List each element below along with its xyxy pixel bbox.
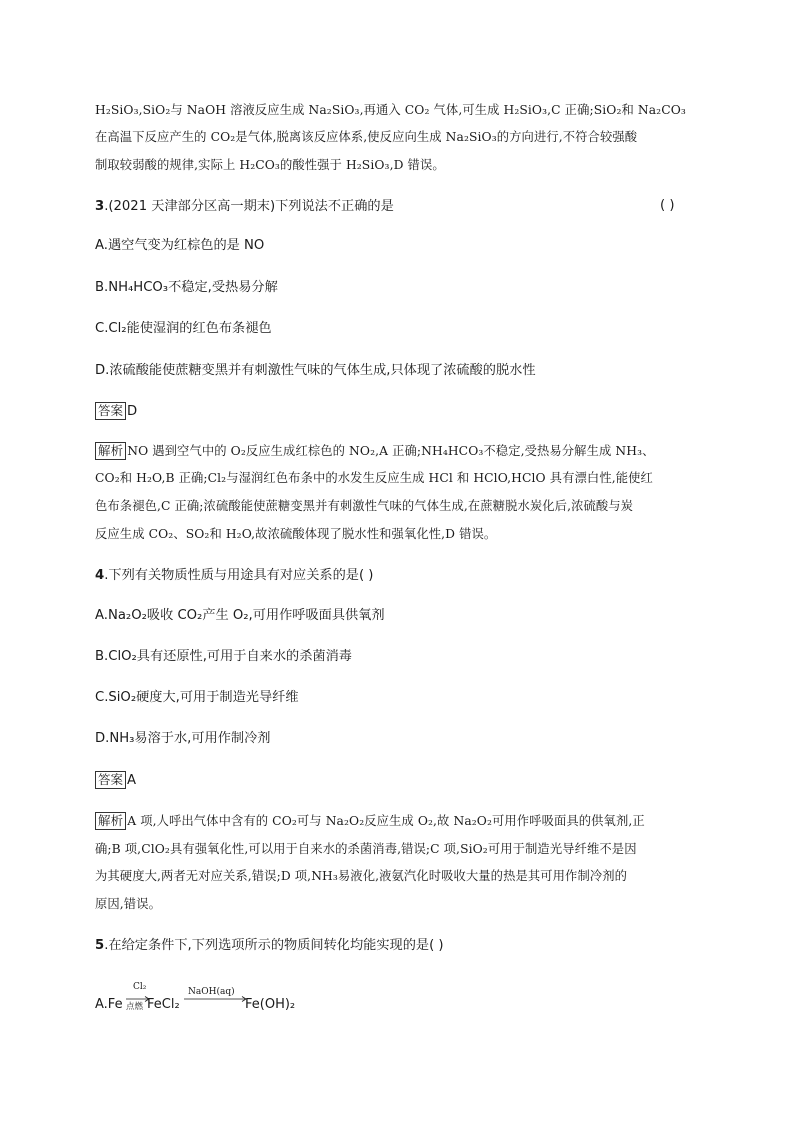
- explanation-line: 在高温下反应产生的 CO₂是气体,脱离该反应体系,使反应向生成 Na₂SiO₃的方向进行,不符合较强酸: [95, 130, 638, 144]
- option-a: A.遇空气变为红棕色的是 NO: [95, 238, 265, 253]
- arrow2-condition-top: NaOH(aq): [188, 987, 235, 997]
- answer-blank: ( ): [660, 198, 675, 213]
- analysis-line: 为其硬度大,两者无对应关系,错误;D 项,NH₃易液化,液氨汽化时吸收大量的热是其可用作制冷剂的: [95, 869, 628, 883]
- option-b: B.ClO₂具有还原性,可用于自来水的杀菌消毒: [95, 649, 352, 664]
- question-number: 4: [95, 568, 105, 583]
- option-a: A.Na₂O₂吸收 CO₂产生 O₂,可用作呼吸面具供氧剂: [95, 608, 385, 623]
- analysis-line: A 项,人呼出气体中含有的 CO₂可与 Na₂O₂反应生成 O₂,故 Na₂O₂可用作呼吸面具的供氧剂,正: [127, 814, 645, 828]
- analysis-tag: 解析: [95, 812, 126, 830]
- analysis-row: [95, 442, 655, 460]
- product-feoh2: Fe(OH)₂: [245, 997, 296, 1012]
- option-d: D.NH₃易溶于水,可用作制冷剂: [95, 731, 271, 746]
- analysis-tag: 解析: [95, 442, 126, 460]
- option-c: C.SiO₂硬度大,可用于制造光导纤维: [95, 690, 299, 705]
- option-d: D.浓硫酸能使蔗糖变黑并有刺激性气味的气体生成,只体现了浓硫酸的脱水性: [95, 363, 536, 378]
- answer-tag: 答案: [95, 402, 126, 420]
- reaction-svg: [95, 978, 315, 1018]
- explanation-line: 制取较弱酸的规律,实际上 H₂CO₃的酸性强于 H₂SiO₃,D 错误。: [95, 158, 445, 172]
- answer-value: D: [127, 404, 138, 419]
- question-4-stem: [95, 567, 373, 585]
- reactant-fe: A.Fe: [95, 997, 123, 1012]
- arrow1-condition-bottom: 点燃: [126, 1002, 144, 1012]
- answer-row: [95, 402, 137, 421]
- answer-row: [95, 771, 136, 790]
- analysis-line: CO₂和 H₂O,B 正确;Cl₂与湿润红色布条中的水发生反应生成 HCl 和 HClO,HClO 具有漂白性,能使红: [95, 471, 653, 485]
- question-text: .(2021 天津部分区高一期末)下列说法不正确的是: [104, 199, 394, 214]
- analysis-line: 确;B 项,ClO₂具有强氧化性,可以用于自来水的杀菌消毒,错误;C 项,SiO₂可用于制造光导纤维不是因: [95, 842, 637, 856]
- question-number: 3: [95, 199, 105, 214]
- answer-tag: 答案: [95, 771, 126, 789]
- intermediate-fecl2: FeCl₂: [147, 997, 180, 1012]
- question-text: .在给定条件下,下列选项所示的物质间转化均能实现的是( ): [104, 938, 444, 953]
- question-number: 5: [95, 938, 105, 953]
- arrow1-condition-top: Cl₂: [133, 982, 147, 992]
- explanation-line: H₂SiO₃,SiO₂与 NaOH 溶液反应生成 Na₂SiO₃,再通入 CO₂ 气体,可生成 H₂SiO₃,C 正确;SiO₂和 Na₂CO₃: [95, 103, 686, 117]
- question-3-stem: [95, 198, 394, 216]
- analysis-line: 色布条褪色,C 正确;浓硫酸能使蔗糖变黑并有刺激性气味的气体生成,在蔗糖脱水炭化后,浓硫酸与炭: [95, 499, 634, 513]
- question-text: .下列有关物质性质与用途具有对应关系的是( ): [104, 568, 374, 583]
- option-c: C.Cl₂能使湿润的红色布条褪色: [95, 321, 272, 336]
- analysis-line: NO 遇到空气中的 O₂反应生成红棕色的 NO₂,A 正确;NH₄HCO₃不稳定,受热易分解生成 NH₃、: [127, 444, 655, 458]
- analysis-line: 原因,错误。: [95, 897, 161, 911]
- answer-value: A: [127, 773, 137, 788]
- analysis-row: [95, 812, 645, 830]
- analysis-line: 反应生成 CO₂、SO₂和 H₂O,故浓硫酸体现了脱水性和强氧化性,D 错误。: [95, 527, 497, 541]
- question-5-stem: [95, 937, 444, 955]
- option-b: B.NH₄HCO₃不稳定,受热易分解: [95, 280, 278, 295]
- reaction-scheme: [95, 978, 315, 1018]
